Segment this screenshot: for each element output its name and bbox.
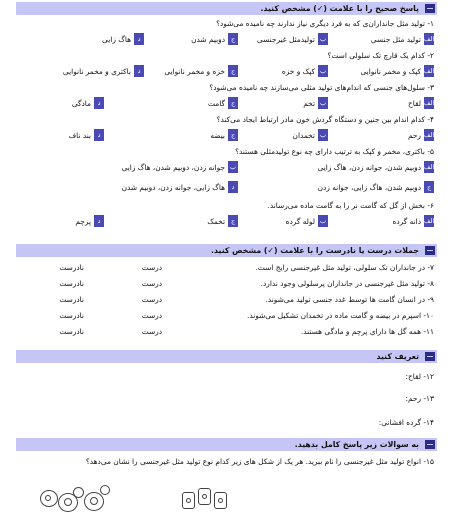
section-header-true-false — [16, 244, 437, 257]
true-option-7[interactable]: درست — [141, 263, 162, 272]
question-2: ۲- کدام یک قارچ تک سلولی است؟ — [327, 51, 434, 60]
statement-9: ۹- در انسان گامت ها توسط غدد جنسی تولید می‌شوند. — [265, 295, 434, 304]
option-3d[interactable]: د مادگی — [72, 97, 104, 109]
option-6b[interactable]: ب لوله گرده — [285, 216, 327, 226]
question-5: ۵- باکتری، مخمر و کپک به ترتیب دارای چه نوع تولیدمثلی هستند؟ — [235, 147, 434, 156]
definition-12: ۱۲- لقاح: — [405, 372, 434, 381]
false-option-8[interactable]: نادرست — [59, 279, 84, 288]
section-title: جملات درست یا نادرست را با علامت (✓) مشخص کنید. — [211, 246, 419, 255]
option-4b[interactable]: ب تخمدان — [292, 130, 327, 140]
section-header-multiple-choice — [16, 2, 437, 15]
option-2d[interactable]: د باکتری و مخمر نانوایی — [63, 65, 144, 77]
true-option-8[interactable]: درست — [141, 279, 162, 288]
false-option-11[interactable]: نادرست — [59, 327, 84, 336]
section-title: به سوالات زیر پاسخ کامل بدهید. — [294, 440, 419, 449]
option-1a[interactable]: الف تولید مثل جنسی — [370, 34, 435, 44]
option-1c[interactable]: ج دوبیم شدن — [191, 33, 238, 45]
statement-8: ۸- تولید مثل غیرجنسی در جانداران پرسلولی وجود ندارد. — [260, 279, 434, 288]
definition-13: ۱۳- رحم: — [405, 394, 434, 403]
option-1d[interactable]: د هاگ زایی — [102, 33, 144, 45]
true-option-10[interactable]: درست — [141, 311, 162, 320]
option-5b[interactable]: ب جوانه زدن، دوبیم شدن، هاگ زایی — [121, 162, 237, 172]
option-5a[interactable]: الف دوبیم شدن، جوانه زدن، هاگ زایی — [317, 162, 435, 172]
false-option-10[interactable]: نادرست — [59, 311, 84, 320]
section-title: پاسخ صحیح را با علامت (✓) مشخص کنید. — [260, 4, 419, 13]
option-3c[interactable]: ج گامت — [208, 97, 238, 109]
section-marker-icon — [425, 352, 435, 361]
section-header-full-answer — [16, 438, 437, 451]
question-6: ۶- بخش از گل که گامت نر را به گامت ماده می‌رساند. — [267, 201, 434, 210]
option-6a[interactable]: الف دانه گرده — [392, 216, 435, 226]
definition-14: ۱۴- گرده افشانی: — [378, 418, 434, 427]
statement-10: ۱۰- اسپرم در بیضه و گامت ماده در تخمدان تشکیل می‌شوند. — [247, 311, 434, 320]
option-1b[interactable]: ب تولیدمثل غیرجنسی — [256, 34, 327, 44]
false-option-9[interactable]: نادرست — [59, 295, 84, 304]
option-4a[interactable]: الف رحم — [407, 130, 435, 140]
budding-yeast-illustration — [40, 484, 120, 519]
option-6c[interactable]: ج تخمک — [207, 215, 238, 227]
true-option-11[interactable]: درست — [141, 327, 162, 336]
option-3a[interactable]: الف لقاح — [407, 98, 435, 108]
section-marker-icon — [425, 440, 435, 449]
section-marker-icon — [425, 246, 435, 255]
statement-11: ۱۱- همه گل ها دارای پرچم و مادگی هستند. — [300, 327, 434, 336]
statement-7: ۷- در جانداران تک سلولی، تولید مثل غیرجنسی رایج است. — [255, 263, 434, 272]
section-header-definitions — [16, 350, 437, 363]
option-2c[interactable]: ج خزه و مخمر نانوایی — [164, 65, 238, 77]
section-title: تعریف کنید — [376, 352, 419, 361]
true-option-9[interactable]: درست — [141, 295, 162, 304]
option-4c[interactable]: ج بیضه — [210, 129, 238, 141]
binary-fission-illustration — [182, 486, 232, 518]
question-4: ۴- کدام اندام بین جنین و دستگاه گردش خون مادر ارتباط ایجاد می‌کند؟ — [216, 115, 434, 124]
option-5d[interactable]: د هاگ زایی، جوانه زدن، دوبیم شدن — [122, 181, 238, 193]
question-3: ۳- سلول‌های جنسی که اندام‌های تولید مثلی می‌سازند چه نامیده می‌شود؟ — [209, 83, 434, 92]
false-option-7[interactable]: نادرست — [59, 263, 84, 272]
question-1: ۱- تولید مثل جانداران‌ی که به فرد دیگری نیاز ندارند چه نامیده می‌شود؟ — [216, 19, 434, 28]
section-marker-icon — [425, 4, 435, 13]
option-3b[interactable]: ب تخم — [303, 98, 327, 108]
option-5c[interactable]: ج دوبیم شدن، هاگ زایی، جوانه زدن — [318, 181, 434, 193]
option-2b[interactable]: ب کپک و خزه — [281, 66, 327, 76]
option-2a[interactable]: الف کپک و مخمر نانوایی — [360, 66, 435, 76]
option-4d[interactable]: د بند ناف — [69, 129, 105, 141]
question-15: ۱۵- انواع تولید مثل غیرجنسی را نام ببرید. هر یک از شکل های زیر کدام نوع تولید مثل غیرجنسی را نشان می‌دهد؟ — [85, 457, 434, 466]
option-6d[interactable]: د پرچم — [75, 215, 104, 227]
